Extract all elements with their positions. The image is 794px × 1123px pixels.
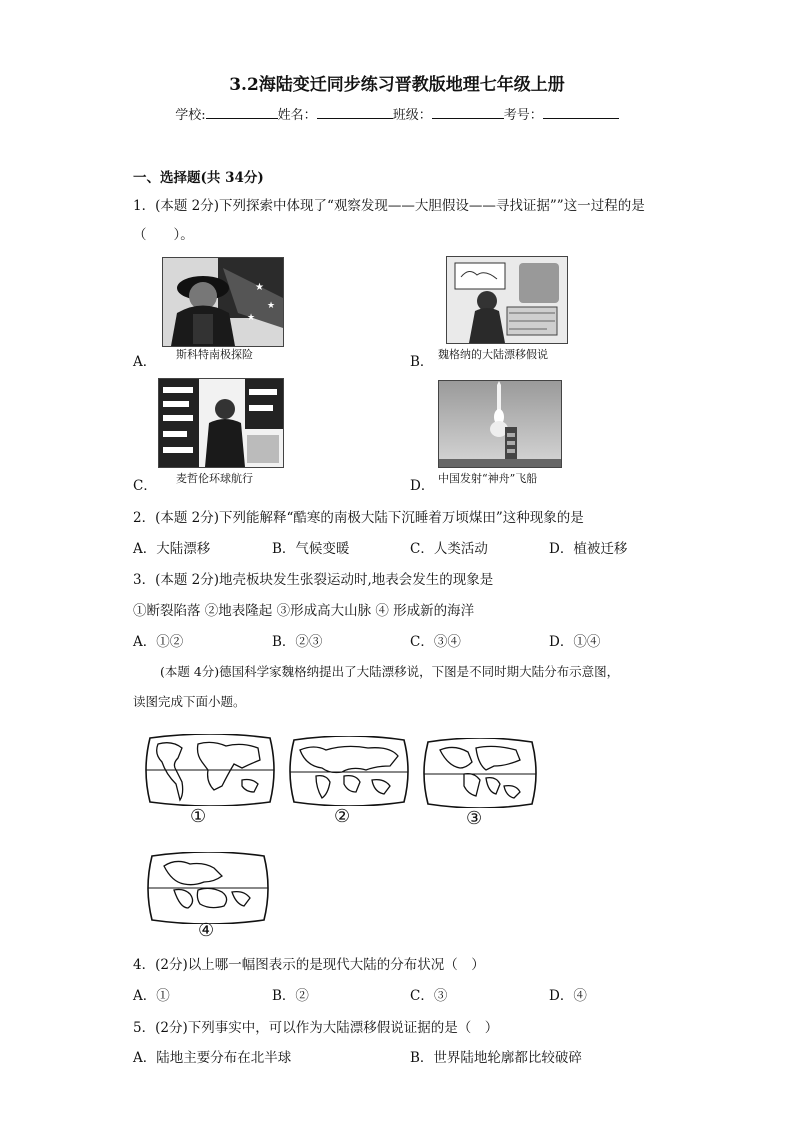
student-info-line [0, 104, 794, 123]
q1-option-d-caption: 中国发射“神舟”飞船 [438, 472, 538, 485]
q4-stem: 4．(2分)以上哪一幅图表示的是现代大陆的分布状况（ ） [133, 957, 485, 973]
q1-option-c-caption: 麦哲伦环球航行 [176, 472, 253, 485]
q3-option-c[interactable]: C．③④ [410, 634, 461, 650]
q1-option-d-letter[interactable]: D． [410, 478, 435, 494]
q1-photo-d-shenzhou-launch [438, 380, 562, 468]
q3-option-a[interactable]: A．①② [133, 634, 184, 650]
school-label: 学校: [175, 108, 206, 123]
q1-photo-b-wegener [446, 256, 568, 344]
school-blank[interactable] [206, 105, 278, 119]
svg-text:★: ★ [267, 301, 276, 311]
map-3-continents [420, 738, 540, 808]
svg-text:★: ★ [247, 313, 256, 323]
q4-option-a[interactable]: A．① [133, 988, 170, 1004]
q1-stem-line2: （ ）。 [133, 227, 194, 243]
map-label-3: ③ [466, 808, 483, 829]
map-2-continents [286, 736, 412, 806]
q1-photo-a-scott-expedition [162, 257, 284, 347]
section-heading: 一、选择题(共 34分) [133, 170, 264, 186]
map-label-4: ④ [198, 920, 215, 941]
exam-label: 考号： [503, 108, 543, 123]
q5-stem: 5．(2分)下列事实中，可以作为大陆漂移假说证据的是（ ） [133, 1020, 499, 1036]
q4-option-b[interactable]: B．② [272, 988, 309, 1004]
group-intro-line2: 读图完成下面小题。 [133, 694, 246, 709]
map-1-modern-continents [142, 734, 278, 806]
q1-option-b-caption: 魏格纳的大陆漂移假说 [438, 348, 548, 361]
q1-option-c-letter[interactable]: C． [133, 478, 157, 494]
class-label: 班级： [392, 108, 432, 123]
q1-option-a-letter[interactable]: A． [133, 354, 157, 370]
q2-option-d[interactable]: D．植被迁移 [549, 541, 628, 557]
q4-option-c[interactable]: C．③ [410, 988, 448, 1004]
group-intro-line1: (本题 4分)德国科学家魏格纳提出了大陆漂移说，下图是不同时期大陆分布示意图， [160, 664, 620, 679]
q4-option-d[interactable]: D．④ [549, 988, 587, 1004]
page-title: 3.2海陆变迁同步练习晋教版地理七年级上册 [229, 75, 565, 95]
q1-option-a-caption: 斯科特南极探险 [176, 348, 253, 361]
class-blank[interactable] [432, 105, 504, 119]
q2-option-b[interactable]: B．气候变暖 [272, 541, 350, 557]
q2-option-c[interactable]: C．人类活动 [410, 541, 488, 557]
q3-option-b[interactable]: B．②③ [272, 634, 323, 650]
q3-option-d[interactable]: D．①④ [549, 634, 601, 650]
map-label-1: ① [190, 806, 207, 827]
map-4-continents [144, 852, 272, 924]
map-label-2: ② [334, 806, 351, 827]
q5-option-a[interactable]: A．陆地主要分布在北半球 [133, 1050, 292, 1066]
q3-stem: 3．(本题 2分)地壳板块发生张裂运动时,地表会发生的现象是 [133, 572, 494, 588]
q2-stem: 2．(本题 2分)下列能解释“酷寒的南极大陆下沉睡着万顷煤田”这种现象的是 [133, 510, 584, 526]
q3-items: ①断裂陷落 ②地表隆起 ③形成高大山脉 ④ 形成新的海洋 [133, 603, 475, 619]
svg-text:★: ★ [255, 282, 264, 293]
q1-photo-c-magellan [158, 378, 284, 468]
q5-option-b[interactable]: B．世界陆地轮廓都比较破碎 [410, 1050, 582, 1066]
q2-option-a[interactable]: A．大陆漂移 [133, 541, 211, 557]
name-label: 姓名： [277, 108, 317, 123]
name-blank[interactable] [317, 105, 393, 119]
q1-stem-line1: 1．(本题 2分)下列探索中体现了“观察发现——大胆假设——寻找证据””这一过程的是 [133, 198, 645, 214]
q1-option-b-letter[interactable]: B． [410, 354, 434, 370]
exam-blank[interactable] [543, 105, 619, 119]
